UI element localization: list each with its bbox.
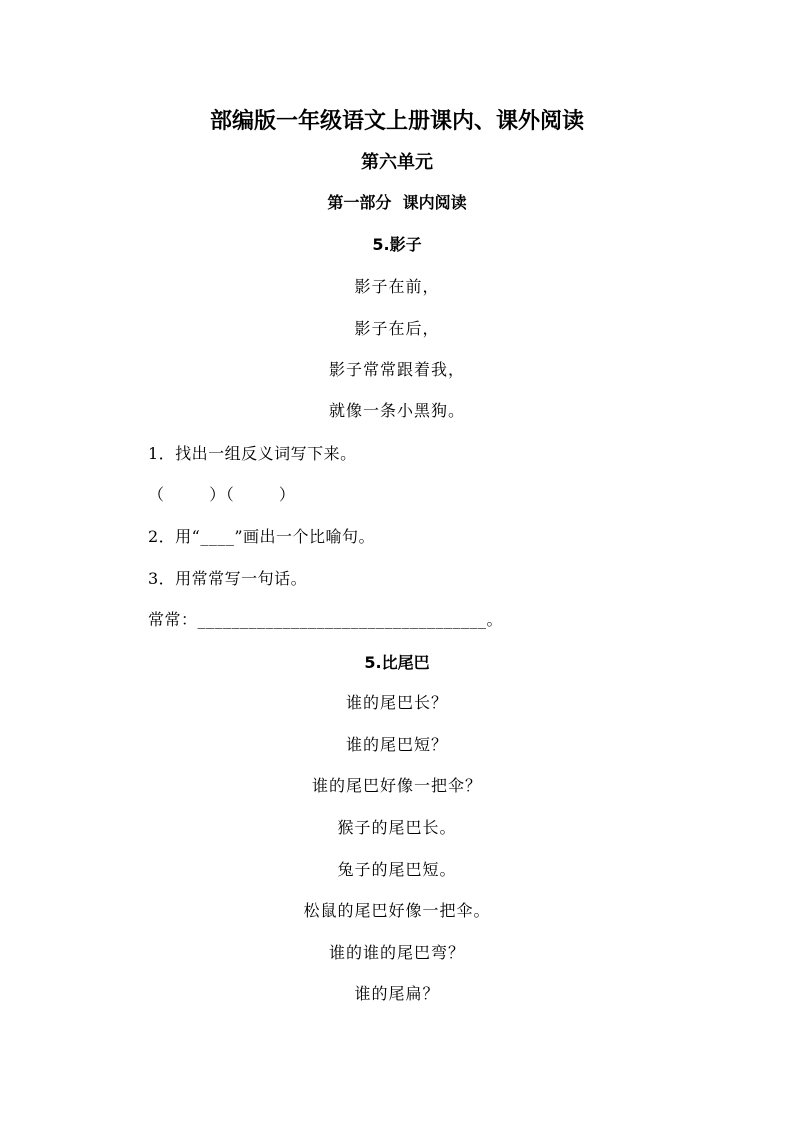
- lesson-1-heading: 5.影子: [372, 235, 422, 254]
- poem-line: 谁的尾巴长？: [345, 693, 448, 712]
- poem-line: 谁的尾巴短？: [345, 735, 448, 754]
- answer-blank-parentheses: （ ）（ ）: [148, 485, 296, 504]
- poem-line: 谁的谁的尾巴弯？: [328, 943, 465, 962]
- lesson-2-heading: 5.比尾巴: [364, 653, 430, 672]
- poem-line: 谁的尾扁？: [354, 984, 440, 1003]
- poem-line: 兔子的尾巴短。: [337, 860, 457, 879]
- part-heading: 第一部分 课内阅读: [327, 193, 467, 212]
- unit-heading: 第六单元: [361, 152, 433, 173]
- question-2: 2．用“____”画出一个比喻句。: [148, 527, 376, 546]
- question-1: 1．找出一组反义词写下来。: [148, 444, 357, 463]
- document-title: 部编版一年级语文上册课内、课外阅读: [209, 109, 584, 134]
- poem-line: 猴子的尾巴长。: [337, 818, 457, 837]
- poem-line: 就像一条小黑狗。: [328, 401, 465, 420]
- poem-line: 谁的尾巴好像一把伞？: [311, 776, 482, 795]
- question-3: 3．用常常写一句话。: [148, 569, 308, 588]
- poem-line: 影子在前，: [354, 277, 440, 296]
- poem-line: 影子在后，: [354, 319, 440, 338]
- poem-line: 影子常常跟着我，: [328, 360, 465, 379]
- answer-line: 常常：__________________________________。: [148, 610, 504, 629]
- poem-line: 松鼠的尾巴好像一把伞。: [303, 901, 491, 920]
